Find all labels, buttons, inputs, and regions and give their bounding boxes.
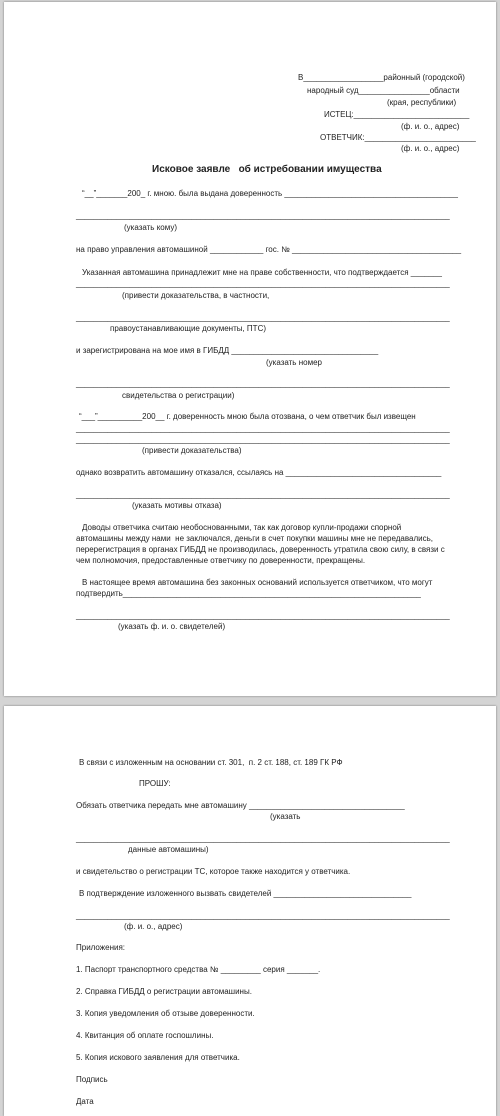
hint-car-details: данные автомашины) — [128, 845, 209, 854]
hint-specify: (указать — [270, 812, 301, 821]
paragraph-car-management: на право управления автомашиной ____________ гос. № ______________________________________ — [76, 245, 462, 254]
blank-line: ____________________________________________________________________________________ — [76, 611, 450, 620]
paragraph-arguments-line-4: чем полномочия, предоставленные ответчику по доверенности, прекращены. — [76, 556, 366, 565]
court-line-1: В__________________районный (городской) — [298, 73, 465, 82]
appendix-item: 1. Паспорт транспортного средства № _________ серия _______. — [76, 965, 321, 974]
paragraph-arguments-line-1: Доводы ответчика считаю необоснованными, так как договор купли-продажи спорной — [82, 523, 402, 532]
document-title: Исковое заявле об истребовании имущества — [152, 164, 382, 175]
paragraph-power-of-attorney: “__”_______200_ г. мною. была выдана доверенность _______________________________________ — [82, 189, 458, 198]
signature-label: Подпись — [76, 1075, 108, 1084]
blank-line: ____________________________________________________________________________________ — [76, 279, 450, 288]
paragraph-call-witnesses: В подтверждение изложенного вызвать свидетелей _______________________________ — [79, 889, 412, 898]
blank-line: ____________________________________________________________________________________ — [76, 490, 450, 499]
plaintiff-hint: (ф. и. о., адрес) — [401, 122, 460, 131]
defendant-line: ОТВЕТЧИК:_________________________ — [320, 133, 476, 142]
paragraph-certificate: и свидетельство о регистрации ТС, которое также находится у ответчика. — [76, 867, 351, 876]
hint-number: (указать номер — [266, 358, 322, 367]
blank-line: ____________________________________________________________________________________ — [76, 211, 450, 220]
blank-line: ____________________________________________________________________________________ — [76, 911, 450, 920]
paragraph-arguments-line-3: перерегистрация в органах ГИБДД не производилась, доверенность утратила свою силу, в связи с — [76, 545, 445, 554]
paragraph-revocation: “___”__________200__ г. доверенность мною была отозвана, о чем ответчик был извещен — [79, 412, 416, 421]
document-page-2 — [4, 706, 496, 1116]
court-line-3: (края, республики) — [387, 98, 457, 107]
blank-line: ____________________________________________________________________________________ — [76, 424, 450, 433]
paragraph-oblige: Обязать ответчика передать мне автомашину ___________________________________ — [76, 801, 405, 810]
hint-evidence: (привести доказательства, в частности, — [122, 291, 270, 300]
paragraph-ownership: Указанная автомашина принадлежит мне на праве собственности, что подтверждается _______ — [82, 268, 442, 277]
hint-provide-evidence: (привести доказательства) — [142, 446, 242, 455]
appendix-item: 2. Справка ГИБДД о регистрации автомашины. — [76, 987, 252, 996]
date-label: Дата — [76, 1097, 94, 1106]
paragraph-registration: и зарегистрирована на мое имя в ГИБДД _________________________________ — [76, 346, 379, 355]
defendant-hint: (ф. и. о., адрес) — [401, 144, 460, 153]
paragraph-arguments-line-2: автомашины между нами не заключался, деньги в счет покупки машины мне не передавались, — [76, 534, 433, 543]
appendix-item: 3. Копия уведомления об отзыве доверенности. — [76, 1009, 255, 1018]
paragraph-witnesses-line-1: В настоящее время автомашина без законных оснований используется ответчиком, что могут — [82, 578, 433, 587]
hint-title-documents: правоустанавливающие документы, ПТС) — [110, 324, 267, 333]
paragraph-refusal: однако возвратить автомашину отказался, ссылаясь на ___________________________________ — [76, 468, 442, 477]
appendix-item: 5. Копия искового заявления для ответчика. — [76, 1053, 240, 1062]
blank-line: ____________________________________________________________________________________ — [76, 313, 450, 322]
legal-basis: В связи с изложенным на основании ст. 301, п. 2 ст. 188, ст. 189 ГК РФ — [79, 758, 343, 767]
hint-witness-names: (указать ф. и. о. свидетелей) — [118, 622, 226, 631]
court-line-2: народный суд________________области — [307, 86, 460, 95]
hint-witness-address: (ф. и. о., адрес) — [124, 922, 183, 931]
blank-line: ____________________________________________________________________________________ — [76, 379, 450, 388]
appendix-item: 4. Квитанция об оплате госпошлины. — [76, 1031, 214, 1040]
hint-refusal-reasons: (указать мотивы отказа) — [132, 501, 222, 510]
paragraph-witnesses-line-2: подтвердить___________________________________________________________________ — [76, 589, 421, 598]
request-heading: ПРОШУ: — [139, 779, 171, 788]
hint-to-whom: (указать кому) — [124, 223, 177, 232]
plaintiff-line: ИСТЕЦ:__________________________ — [324, 110, 470, 119]
blank-line: ____________________________________________________________________________________ — [76, 834, 450, 843]
blank-line: ____________________________________________________________________________________ — [76, 435, 450, 444]
document-page-1 — [4, 2, 496, 696]
appendices-heading: Приложения: — [76, 943, 126, 952]
hint-registration-certificate: свидетельства о регистрации) — [122, 391, 235, 400]
